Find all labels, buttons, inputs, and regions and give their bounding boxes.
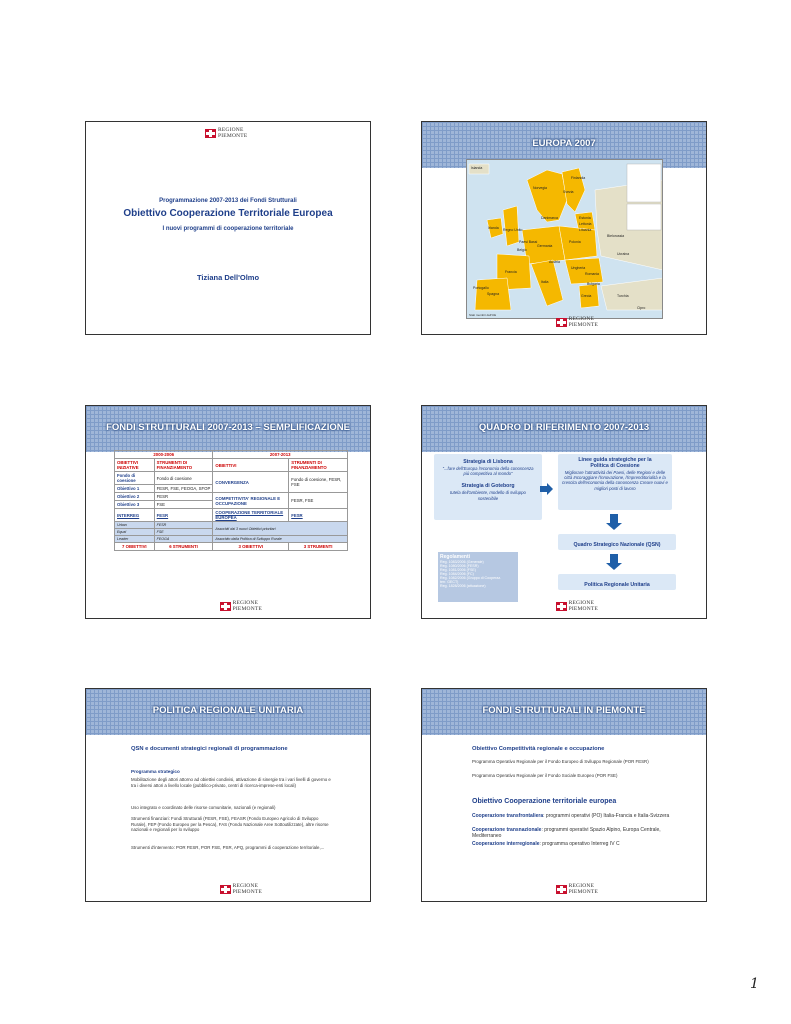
col-header: STRUMENTI DI FINANZIAMENTO [154,459,213,472]
period-header: 2007-2013 [213,451,348,459]
slide-header [86,689,370,735]
slide-title: QUADRO DI RIFERIMENTO 2007-2013 [478,422,650,433]
map-label: Polonia [569,240,581,244]
map-label: Bielorussia [607,234,625,238]
map-label: Islanda [471,166,483,170]
table-cell: FESR, FSE, FEOGA, SFOP [154,485,213,493]
map-label: Bulgaria [587,282,600,286]
section-heading: QSN e documenti strategici regionali di programmazione [131,746,288,752]
cover-title: Obiettivo Cooperazione Territoriale Europea [123,208,333,219]
arrow-down-icon [610,514,618,524]
slide-europa-2007 [421,121,707,335]
map-label: Paesi Bassi [519,240,538,244]
paragraph: Programma Operativo Regionale per il Fondo Europeo di Sviluppo Regionale (POR FESR) [472,759,649,764]
linee-text: Migliorare l'attrattività dei Paesi, delle Regioni e delle città Incoraggiare l'innovazione, l'imprenditorialità e la crescita dell'economia della conoscenza Creare nuovi e migliori posti di lavoro [562,470,668,491]
reg-line: Reg. 1083/2006 (Generale) [440,560,484,564]
table-cell: Equal [115,529,155,536]
europe-map [466,159,663,319]
col-header: OBIETTIVI INIZIATIVE [115,459,155,472]
slide-title: POLITICA REGIONALE UNITARIA [152,705,304,716]
funds-table [114,450,348,551]
table-cell: 6 STRUMENTI [154,543,213,551]
paragraph: Uso integrato e coordinato delle risorse comunitarie, nazionali (e regionali) [131,805,276,810]
arrow-right-icon [540,486,548,492]
slide-header [422,406,706,452]
map-label: Irlanda [488,226,499,230]
map-label: Belgio [517,248,527,252]
arrow-down-icon [610,554,618,564]
table-cell: COOPERAZIONE TERRITORIALE EUROPEA [213,509,289,522]
map-label: Regno Unito [503,228,523,232]
map-label: Lettonia [579,222,592,226]
table-cell: Obiettivo 3 [115,501,155,509]
goteborg-title: Strategia di Goteborg [461,483,515,490]
linee-guida-box [558,454,672,510]
period-header: 2000-2006 [115,451,213,459]
regione-piemonte-logo: REGIONE PIEMONTE [220,884,262,895]
table-cell: Assorbito dalla Politica di Sviluppo Rurale [213,536,348,543]
table-cell: FESR [154,493,213,501]
table-cell: Assorbiti dai 3 nuovi Obiettivi prioritari [213,522,348,536]
slide-title: FONDI STRUTTURALI 2007-2013 – SEMPLIFICAZIONE [106,422,350,433]
coop-item: Cooperazione interregionale: programma operativo Interreg IV C [472,841,620,847]
regione-piemonte-logo: REGIONE PIEMONTE [556,601,598,612]
cover-subtitle: I nuovi programmi di cooperazione territoriale [162,226,294,232]
regione-crest-icon [220,885,231,894]
regione-piemonte-logo: REGIONE PIEMONTE [205,128,247,139]
map-label: Ungheria [571,266,586,270]
table-cell: FSE [154,529,213,536]
table-cell: Urban [115,522,155,529]
page-number: 1 [750,976,759,992]
coop-item: Cooperazione transfrontaliera: programmi operativi (PO) Italia-Francia e Italia-Svizzera [472,813,670,819]
regione-crest-icon [556,602,567,611]
regione-piemonte-logo: REGIONE PIEMONTE [220,601,262,612]
paragraph: Mobilitazione degli attori attorno ad obiettivi condivisi, attivazione di sinergie tra i vari livelli di governo e tra i diversi attori a livello locale (pubblico-privato, centri di ricerca-imprese-enti locali) [131,777,331,788]
table-cell: INTERREG [115,509,155,522]
table-cell: FEOGA [154,536,213,543]
slide-fondi-semplificazione [85,405,371,619]
regione-crest-icon [556,318,567,327]
strategies-box [434,454,542,520]
regolamenti-box [438,552,518,602]
table-cell: FESR [289,509,348,522]
table-cell: CONVERGENZA [213,472,289,493]
section-subheading: Programma strategico [131,769,180,774]
slide-header [86,406,370,452]
table-cell: 3 STRUMENTI [289,543,348,551]
regolamenti-title: Regolamenti [440,554,471,560]
regione-piemonte-logo: REGIONE PIEMONTE [556,317,598,328]
slide-title: EUROPA 2007 [532,138,596,149]
reg-line: Reg. 1084/2006 (FC) [440,572,474,576]
reg-line: Reg. 1081/2006 (FSE) [440,568,476,572]
goteborg-text: tutela dell'ambiente, modello di sviluppo sostenibile [450,490,526,501]
section-heading: Obiettivo Competitività regionale e occupazione [472,746,605,752]
col-header: OBIETTIVI [213,459,289,472]
map-label: Grecia [581,294,592,298]
qsn-box: Quadro Strategico Nazionale (QSN) [558,534,676,550]
col-header: STRUMENTI DI FINANZIAMENTO [289,459,348,472]
pru-box: Politica Regionale Unitaria [558,574,676,590]
table-cell: Fondo di coesione [154,472,213,485]
reg-line: Reg. 1828/2006 (attuazione) [440,584,486,588]
table-cell: Obiettivo 2 [115,493,155,501]
table-cell: Fondo di coesione [115,472,155,485]
map-label: Svezia [563,190,574,194]
lisbona-text: "...fare dell'Europa l'economia della conoscenza più competitiva al mondo" [442,466,534,477]
regione-crest-icon [220,602,231,611]
map-label: Cipro [637,306,646,310]
section-heading: Obiettivo Cooperazione territoriale europea [472,798,617,805]
table-cell: Obiettivo 1 [115,485,155,493]
map-label: Romania [585,272,600,276]
reg-line: Reg. 1082/2006 (Gruppo di Cooperaz. [440,576,502,580]
map-label: Norvegia [533,186,548,190]
map-label: Italia [541,280,549,284]
slide-cover [85,121,371,335]
reg-line: terr. GECT) [440,580,459,584]
table-cell: 7 OBIETTIVI [115,543,155,551]
table-cell: COMPETITIVITA' REGIONALE E OCCUPAZIONE [213,493,289,509]
slide-title: FONDI STRUTTURALI IN PIEMONTE [482,705,646,716]
map-label: Portogallo [473,286,489,290]
map-label: Lituania [579,228,592,232]
table-cell: Fondo di coesione, FESR, FSE [289,472,348,493]
reg-line: Reg. 1080/2006 (FESR) [440,564,479,568]
map-label: Francia [505,270,517,274]
lisbona-title: Strategia di Lisbona [463,459,513,465]
table-cell: 3 OBIETTIVI [213,543,289,551]
map-label: Finlandia [571,176,586,180]
map-label: Spagna [487,292,500,296]
paragraph: Strumenti d'intervento: POR FESR, POR FSE, PSR, APQ, programmi di cooperazione territoriale,... [131,845,325,850]
slide-fondi-piemonte [421,688,707,902]
cover-author: Tiziana Dell'Olmo [196,273,260,282]
slide-politica-regionale [85,688,371,902]
table-cell: FSE [154,501,213,509]
map-label: Estonia [579,216,591,220]
regione-piemonte-logo: REGIONE PIEMONTE [556,884,598,895]
slide-header [422,689,706,735]
table-cell: FESR [154,509,213,522]
table-cell: FESR, FSE [289,493,348,509]
slide-quadro-riferimento [421,405,707,619]
map-label: Germania [537,244,553,248]
regione-crest-icon [205,129,216,138]
map-label: Ucraina [617,252,630,256]
paragraph: Programma Operativo Regionale per il Fondo Sociale Europeo (POR FSE) [472,773,618,778]
coop-item: Cooperazione transnazionale: programmi operativi Spazio Alpino, Europa Centrale, Mediterraneo [472,827,661,840]
map-label: Austria [549,260,560,264]
linee-title: Linee guida strategiche per la Politica di Coesione [578,457,652,469]
map-legend: Stati membri dell'UE [469,313,497,317]
table-cell: FESR [154,522,213,529]
map-label: Turchia [617,294,629,298]
regione-crest-icon [556,885,567,894]
table-cell: Leader [115,536,155,543]
map-label: Danimarca [541,216,558,220]
paragraph: Strumenti finanziari: Fondi Strutturali (FESR, FSE), FEASR (Fondo Europeo Agricolo di Sviluppo Rurale), FEP (Fondo Europeo per la Pesca), FAS (Fondo Nazionale Aree Sottoutilizzate), altre risorse nazionali e regionali per lo sviluppo [131,816,329,833]
cover-programme-line: Programmazione 2007-2013 dei Fondi Strutturali [159,198,297,204]
